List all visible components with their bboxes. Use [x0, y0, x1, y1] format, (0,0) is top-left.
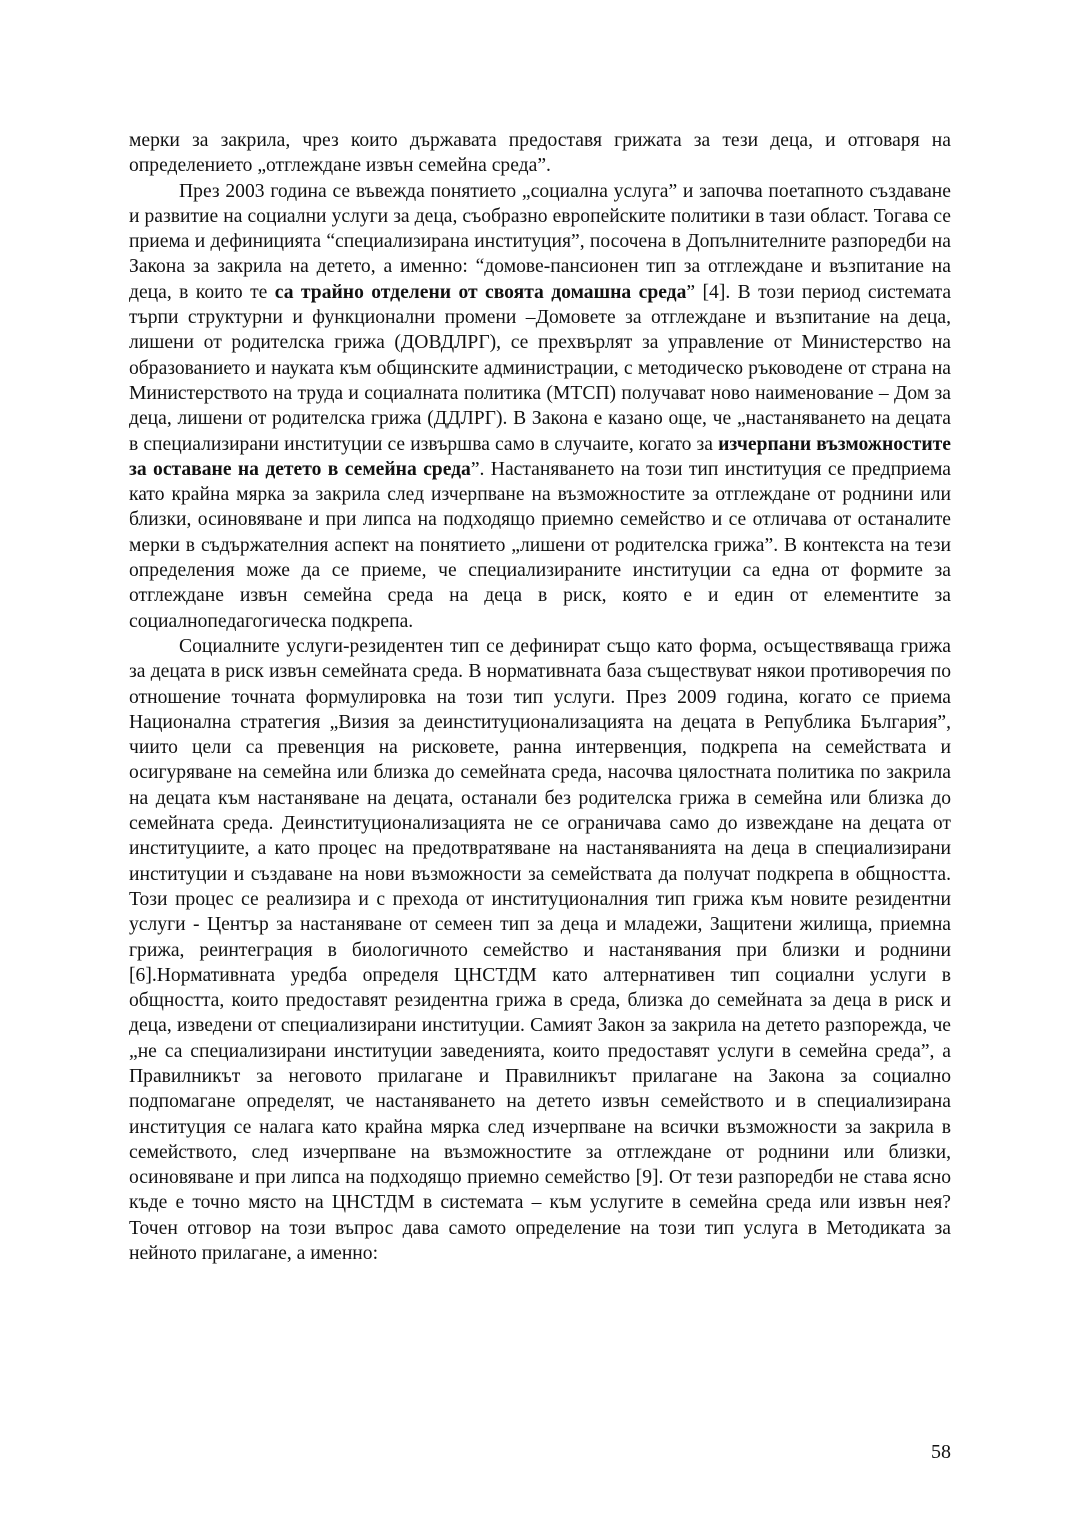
paragraph-2	[129, 179, 951, 634]
paragraph-1	[129, 128, 951, 179]
page-number: 58	[931, 1441, 951, 1463]
paragraph-2-text-c: ”. Настаняването на този тип институция се предприема като крайна мярка за закрила след изчерпване на възможностите за отглеждане от роднини или близки, осиновяване и при липса на подходящо приемно семейство и се отличава от останалите мерки в съдържателния аспект на понятието „лишени от родителска грижа”. В контекста на тези определения може да се приеме, че специализираните институции са една от формите за отглеждане извън семейна среда на деца в риск, която е и един от елементите за социалнопедагогическа подкрепа.	[129, 458, 951, 632]
paragraph-2-bold-a: са трайно отделени от своята домашна среда	[274, 281, 687, 303]
paragraph-3-text: Социалните услуги-резидентен тип се дефинират също като форма, осъществяваща грижа за децата в риск извън семейната среда. В нормативната база съществуват някои противоречия по отношение точната формулировка на този тип услуги. През 2009 година, когато се приема Национална стратегия „Визия за деинституционализацията на децата в Република България”, чиито цели са превенция на рисковете, ранна интервенция, подкрепа на семействата и осигуряване на семейна или близка до семейната среда, насочва цялостната политика по закрила на децата към настаняване на децата, останали без родителска грижа в семейна или близка до семейната среда. Деинституционализацията не се ограничава само до извеждане на децата от институциите, а като процес на предотвратяване на настаняванията на деца в специализирани институции и създаване на нови възможности за семействата да получат подкрепа в общността. Този процес се реализира и с прехода от институционалния тип грижа към новите резидентни услуги - Център за настаняване от семеен тип за деца и младежи, Защитени жилища, приемна грижа, реинтеграция в биологичното семейство и настанявания при близки и роднини [6].Нормативната уредба определя ЦНСТДМ като алтернативен тип социални услуги в общността, които предоставят резидентна грижа в среда, близка до семейната за деца в риск и деца, изведени от специализирани институции. Самият Закон за закрила на детето разпорежда, че „не са специализирани институции заведенията, които предоставят услуги в семейна среда”, а Правилникът за неговото прилагане и Правилникът прилагане на Закона за социално подпомагане определят, че настаняването на детето извън семейството и в специализирана институция се налага като крайна мярка след изчерпване на всички възможности за закрила в семейството, след изчерпване на възможностите за отглеждане от роднини или близки, осиновяване и при липса на подходящо приемно семейство [9]. От тези разпоредби не става ясно къде е точно място на ЦНСТДМ в системата – към услугите в семейна среда или извън нея? Точен отговор на този въпрос дава самото определение на този тип услуга в Методиката за нейното прилагане, а именно:	[129, 635, 951, 1265]
paragraph-1-text: мерки за закрила, чрез които държавата предоставя грижата за тези деца, и отговаря на определението „отглеждане извън семейна среда”.	[129, 130, 951, 177]
paragraph-2-text-b: ” [4]. В този период системата търпи структурни и функционални промени –Домовете за отглеждане и възпитание на деца, лишени от родителска грижа (ДОВДЛРГ), се прехвърлят за управление от Министерство на образованието и науката към общинските администрации, с методическо ръководене от страна на Министерството на труда и социалната политика (МТСП) получават ново наименование – Дом за деца, лишени от родителска грижа (ДДЛРГ). В Закона е казано още, че „настаняването на децата в специализирани институции се извършва само в случаите, когато за	[129, 281, 952, 455]
paragraph-2-text-a: През 2003 година се въвежда понятието „социална услуга” и започва поетапното създаване и развитие на социални услуги за деца, съобразно европейските политики в тази област. Тогава се приема и дефиницията “специализирана институция”, посочена в Допълнителните разпоредби на Закона за закрила на детето, а именно: “домове-пансионен тип за отглеждане и възпитание на деца, в които те	[129, 180, 951, 303]
paragraph-2-bold-b: изчерпани възможностите за оставане на детето в семейна среда	[129, 433, 951, 480]
paragraph-3	[129, 634, 951, 1266]
document-page	[129, 128, 951, 1266]
